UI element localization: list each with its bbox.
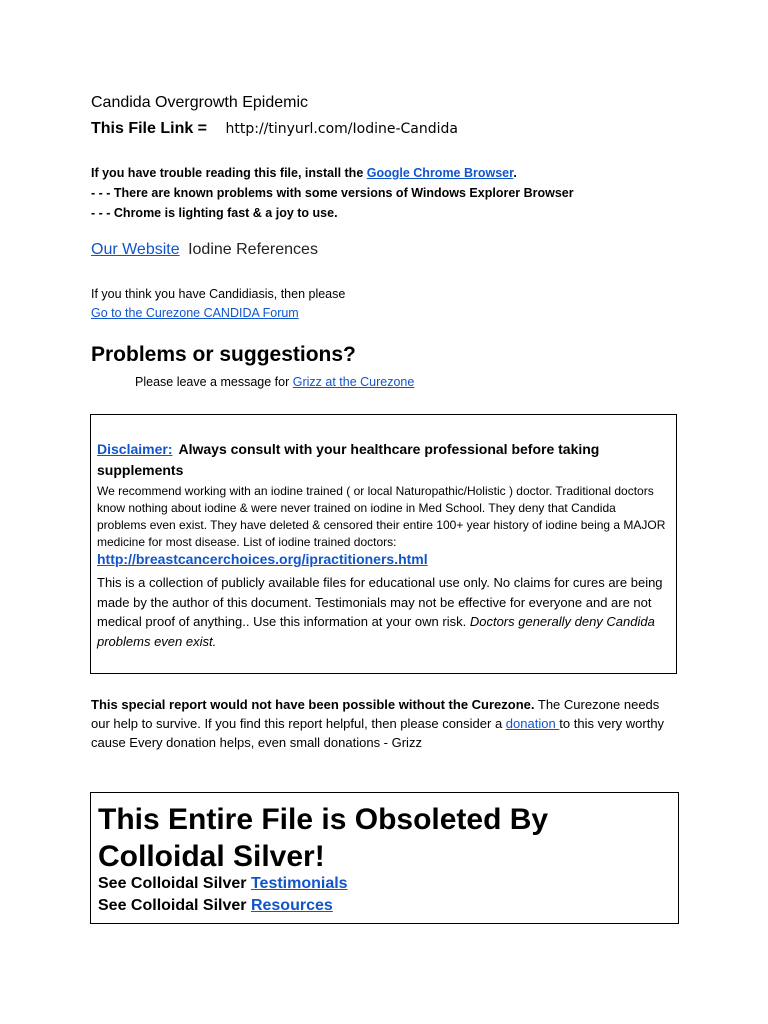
- our-website-link[interactable]: Our Website: [91, 241, 180, 258]
- testimonials-prefix: See Colloidal Silver: [98, 875, 251, 892]
- browser-notice-suffix: .: [513, 166, 517, 180]
- disclaimer-body-2-italic: Doctors generally deny Candida problems even exist.: [97, 614, 655, 649]
- browser-notice-line2: - - - There are known problems with some versions of Windows Explorer Browser: [91, 186, 574, 200]
- special-report-text-2: to this very worthy cause Every donation helps, even small donations - Grizz: [91, 716, 665, 750]
- candida-forum-block: [91, 285, 491, 323]
- file-link-url: http://tinyurl.com/Iodine-Candida: [225, 121, 458, 137]
- disclaimer-box: [90, 414, 677, 674]
- iodine-references-text: Iodine References: [188, 241, 318, 258]
- page-title: Candida Overgrowth Epidemic: [91, 94, 308, 111]
- file-link-row: [91, 120, 458, 138]
- disclaimer-link[interactable]: Disclaimer:: [97, 441, 173, 457]
- file-link-label: This File Link =: [91, 120, 208, 137]
- breastcancerchoices-link[interactable]: http://breastcancerchoices.org/ipractitioners.html: [97, 551, 428, 567]
- donation-link[interactable]: donation: [505, 716, 560, 731]
- disclaimer-body-2: [97, 573, 667, 651]
- candida-text: If you think you have Candidiasis, then please: [91, 287, 346, 301]
- resources-link[interactable]: Resources: [250, 897, 333, 914]
- testimonials-line: [98, 875, 348, 893]
- google-chrome-link[interactable]: Google Chrome Browser: [366, 166, 514, 180]
- website-row: [91, 241, 318, 259]
- browser-notice-line3: - - - Chrome is lighting fast & a joy to use.: [91, 206, 338, 220]
- leave-message-text: Please leave a message for: [135, 375, 293, 389]
- resources-prefix: See Colloidal Silver: [98, 897, 251, 914]
- disclaimer-headline-text: Always consult with your healthcare professional before taking supplements: [97, 441, 600, 478]
- special-report-paragraph: [91, 695, 681, 752]
- resources-line: [98, 897, 333, 915]
- disclaimer-body-1: We recommend working with an iodine trained ( or local Naturopathic/Holistic ) doctor. Traditional doctors know nothing about iodine & were never trained on iodine in Med School. They deny that Candida problems even exist. They have deleted & censored their entire 100+ year history of iodine being a MAJOR medicine for most disease. List of iodine trained doctors:: [97, 484, 666, 549]
- grizz-curezone-link[interactable]: Grizz at the Curezone: [292, 375, 415, 389]
- testimonials-link[interactable]: Testimonials: [250, 875, 348, 892]
- disclaimer-body-2-text: This is a collection of publicly available files for educational use only. No claims for cures are being made by the author of this document. Testimonials may not be effective for everyone and are not medical proof of anything.. Use this information at your own risk.: [97, 575, 663, 629]
- curezone-candida-forum-link[interactable]: Go to the Curezone CANDIDA Forum: [91, 306, 299, 320]
- browser-notice-line1: [91, 163, 691, 183]
- browser-notice: [91, 163, 691, 223]
- obsolete-title: This Entire File is Obsoleted By Colloidal Silver!: [98, 803, 549, 873]
- obsolete-notice-box: [90, 792, 679, 924]
- browser-notice-prefix: If you have trouble reading this file, install the: [91, 166, 367, 180]
- problems-heading: Problems or suggestions?: [91, 343, 356, 366]
- disclaimer-headline: [97, 439, 667, 481]
- special-report-text-1: The Curezone needs our help to survive. If you find this report helpful, then please consider a: [91, 697, 660, 731]
- special-report-bold: This special report would not have been possible without the Curezone.: [91, 697, 535, 712]
- leave-message-line: [135, 375, 414, 389]
